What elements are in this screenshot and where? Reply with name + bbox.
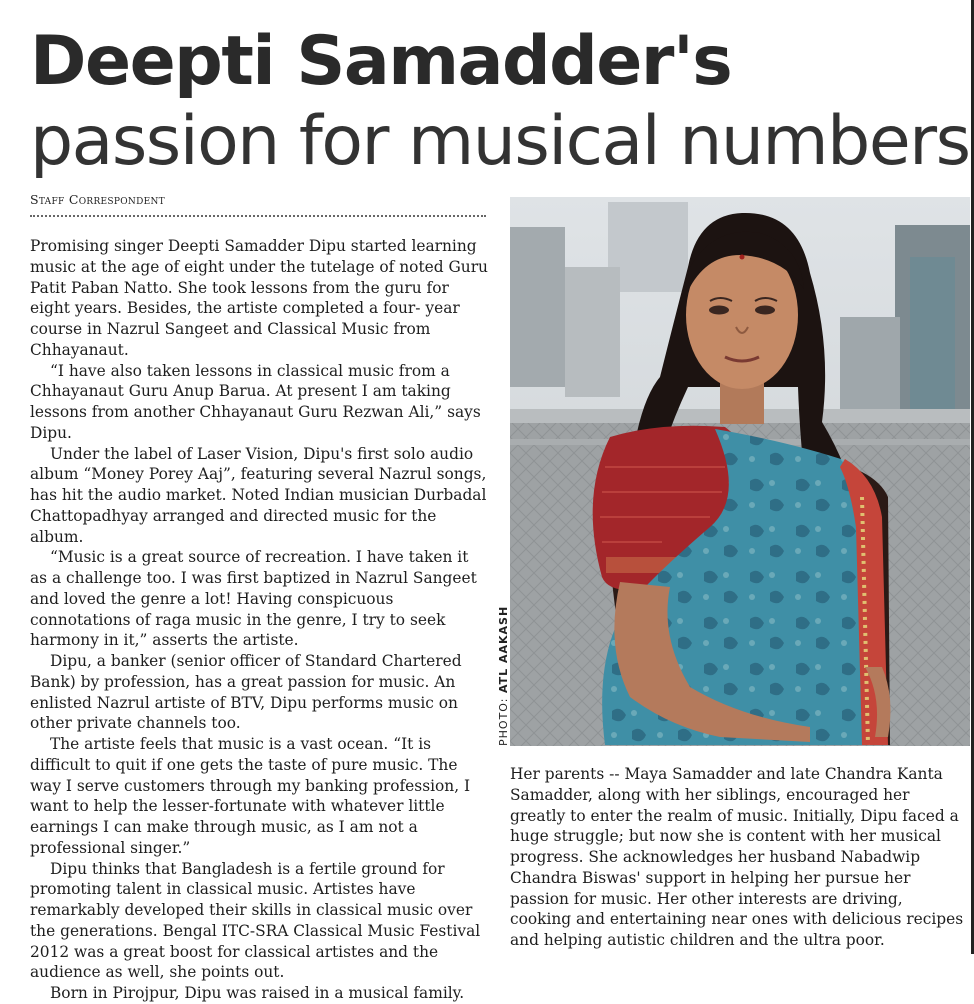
paragraph: The artiste feels that music is a vast ocean. “It is difficult to quit if one gets the taste of pure music. The way I serve customers through my banking profession, I want to help the lesser-fortunate with whatever little earnings I can make through music, as I am not a professional singer.”	[30, 735, 471, 857]
paragraph: Dipu thinks that Bangladesh is a fertile ground for promoting talent in classical music. Artistes have remarkably developed their skills in classical music over the generations. Bengal ITC-SRA Classical Music Festival 2012 was a great boost for classical artistes and the audience as well, she points out.	[30, 859, 481, 982]
photo-credit-name: ATL AAKASH	[497, 605, 510, 694]
photo-credit	[497, 606, 510, 746]
paragraph: “Music is a great source of recreation. I have taken it as a challenge too. I was first baptized in Nazrul Sangeet and loved the genre a lot! Having conspicuous connotations of raga music in the genre, I try to seek harmony in it,” asserts the artiste.	[30, 548, 477, 650]
photo-credit-prefix: PHOTO:	[497, 693, 510, 746]
paragraph: Born in Pirojpur, Dipu was raised in a musical family.	[50, 984, 465, 1002]
headline	[30, 22, 974, 182]
paragraph: “I have also taken lessons in classical music from a Chhayanaut Guru Anup Barua. At present I am taking lessons from another Chhayanaut Guru Rezwan Ali,” says Dipu.	[30, 361, 481, 442]
left-column	[30, 236, 488, 1002]
paragraph: Dipu, a banker (senior officer of Standard Chartered Bank) by profession, has a great passion for music. An enlisted Nazrul artiste of BTV, Dipu performs music on other private channels too.	[30, 652, 462, 733]
headline-bold: Deepti Samadder's	[30, 22, 732, 101]
byline-divider	[30, 215, 486, 217]
portrait-photo	[510, 197, 970, 746]
paragraph: Her parents -- Maya Samadder and late Chandra Kanta Samadder, along with her siblings, encouraged her greatly to enter the realm of music. Initially, Dipu faced a huge struggle; but now she is content with her musical progress. She acknowledges her husband Nabadwip Chandra Biswas' support in helping her pursue her passion for music. Her other interests are driving, cooking and entertaining near ones with delicious recipes and helping autistic children and the ultra poor.	[510, 765, 964, 949]
paragraph: Under the label of Laser Vision, Dipu's first solo audio album “Money Porey Aaj”, featuring several Nazrul songs, has hit the audio market. Noted Indian musician Durbadal Chattopadhyay arranged and directed music for the album.	[30, 444, 487, 546]
right-column	[510, 764, 968, 954]
byline: Staff Correspondent	[30, 192, 165, 207]
headline-rest: passion for musical numbers	[30, 102, 970, 181]
paragraph: Promising singer Deepti Samadder Dipu started learning music at the age of eight under the tutelage of noted Guru Patit Paban Natto. She took lessons from the guru for eight years. Besides, the artiste completed a four- year course in Nazrul Sangeet and Classical Music from Chhayanaut.	[30, 237, 488, 359]
